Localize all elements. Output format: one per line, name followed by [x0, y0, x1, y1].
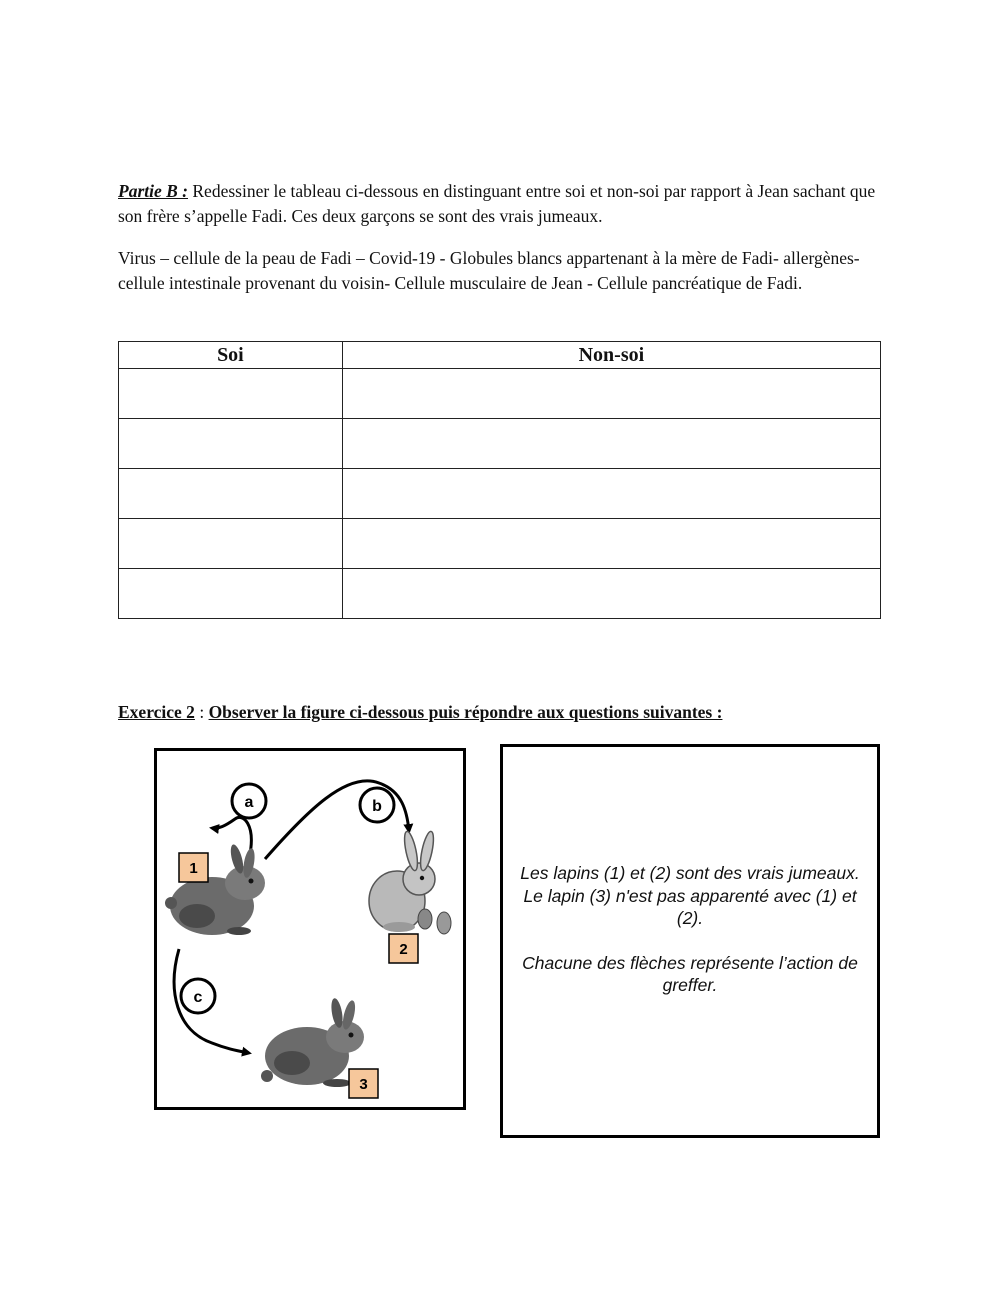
- exercise2-separator: :: [194, 702, 209, 722]
- partB-items-list: Virus – cellule de la peau de Fadi – Covid-19 - Globules blancs appartenant à la mère de Fadi- allergènes- cellule intestinale provenant du voisin- Cellule musculaire de Jean - Cellule pancréatique de Fadi.: [118, 248, 860, 293]
- partB-instruction: [118, 179, 878, 229]
- cell-soi[interactable]: [119, 569, 343, 619]
- table-row: [119, 519, 881, 569]
- rabbit-2-number: 2: [399, 941, 408, 958]
- rabbit-1-number: 1: [189, 860, 198, 877]
- arrow-b-label: b: [372, 798, 382, 815]
- cell-soi[interactable]: [119, 469, 343, 519]
- exercise2-heading: [118, 702, 722, 723]
- cell-non-soi[interactable]: [342, 519, 880, 569]
- partB-label: Partie B :: [118, 181, 188, 201]
- partB-intro: Redessiner le tableau ci-dessous en distinguant entre soi et non-soi par rapport à Jean sachant que son frère s’appelle Fadi. Ces deux garçons se sont des vrais jumeaux.: [118, 181, 876, 226]
- rabbit-3-number: 3: [359, 1076, 368, 1093]
- info-line-twins: Les lapins (1) et (2) sont des vrais jumeaux.: [520, 863, 860, 883]
- rabbit-2-icon: [369, 830, 451, 934]
- exercise2-label: Exercice 2: [118, 702, 195, 722]
- info-text: [513, 862, 867, 997]
- info-box: [500, 744, 880, 1138]
- table-row: [119, 369, 881, 419]
- arrow-a-label: a: [244, 794, 254, 811]
- cell-soi[interactable]: [119, 369, 343, 419]
- cell-soi[interactable]: [119, 419, 343, 469]
- cell-non-soi[interactable]: [342, 419, 880, 469]
- header-non-soi: Non-soi: [342, 342, 880, 369]
- info-line-unrelated: Le lapin (3) n'est pas apparenté avec (1) et (2).: [523, 885, 857, 928]
- arrow-c-label: c: [193, 989, 203, 1006]
- exercise2-instruction: Observer la figure ci-dessous puis répondre aux questions suivantes :: [208, 702, 723, 722]
- cell-non-soi[interactable]: [342, 369, 880, 419]
- cell-soi[interactable]: [119, 519, 343, 569]
- cell-non-soi[interactable]: [342, 569, 880, 619]
- info-spacer: [513, 930, 867, 952]
- cell-non-soi[interactable]: [342, 469, 880, 519]
- graft-figure: [154, 748, 466, 1110]
- table-header-row: [119, 342, 881, 369]
- table-row: [119, 469, 881, 519]
- table-row: [119, 419, 881, 469]
- table-row: [119, 569, 881, 619]
- header-soi: Soi: [119, 342, 343, 369]
- soi-nonsoi-table: [118, 341, 881, 619]
- info-line-arrows: Chacune des flèches représente l’action de greffer.: [522, 952, 858, 995]
